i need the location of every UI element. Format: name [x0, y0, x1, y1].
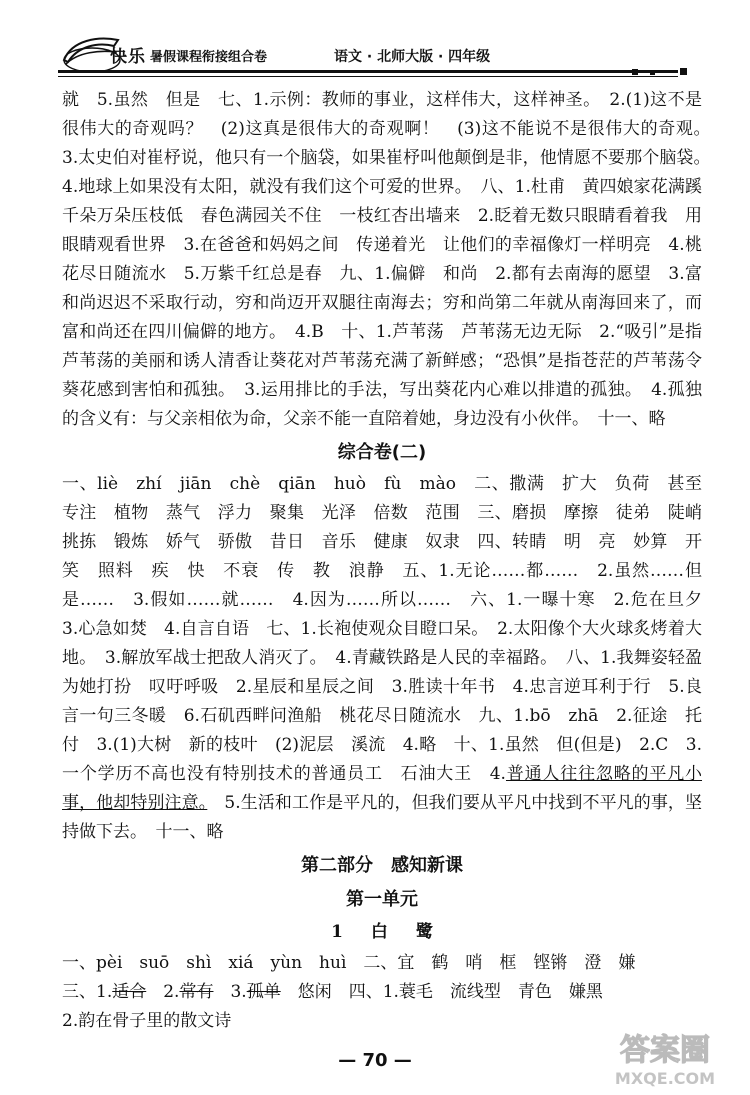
unit-heading: 第一单元	[346, 889, 418, 910]
struck-answer: 孤单	[246, 982, 281, 1002]
lesson-title-char: 白	[370, 922, 388, 942]
header-rule	[58, 70, 678, 73]
section-heading: 综合卷(二)	[337, 442, 427, 463]
header-rule-ornament	[610, 66, 690, 80]
brand-name: 快乐	[110, 47, 146, 67]
answer-text: 悠闲 四、1.蓑毛 流线型 青色 嫌黑	[280, 982, 603, 1002]
series-title: 暑假课程衔接组合卷	[150, 50, 268, 65]
struck-answer: 常有	[179, 982, 214, 1002]
watermark-logo	[590, 1022, 740, 1092]
answer-text: 2.	[146, 982, 180, 1002]
watermark-url: MXQE.COM	[614, 1069, 716, 1088]
answer-text: 5.生活和工作是平凡的，但我们要从平凡中找到不平凡的事，坚持做下去。 十一、略	[62, 793, 703, 842]
header-rule-thin	[58, 76, 678, 77]
part-heading: 第二部分 感知新课	[301, 855, 463, 876]
answer-content	[62, 86, 719, 1036]
lesson-number: 1	[331, 922, 343, 942]
answer-paragraph: 2.韵在骨子里的散文诗	[62, 1011, 232, 1031]
answer-paragraph	[62, 470, 719, 847]
answer-paragraph	[62, 978, 702, 1007]
page-header	[0, 0, 750, 92]
lesson-title	[62, 917, 702, 947]
page-number: — 70 —	[338, 1050, 412, 1071]
answer-text: 一、liè zhí jiān chè qiān huò fù mào 二、撒满 扩大 负荷 甚至 专注 植物 蒸气 浮力 聚集 光泽 倍数 范围 三、磨损 摩擦 徒弟 陡峭 挑拣 锻炼 娇气 骄傲 昔日 音乐 健康 奴隶 四、转睛 明 亮 妙算 开 笑 照料 疾 快 不衰 传 教 浪静 五、1.无论……都…… 2.虽然……但是…… 3.假如……就…… 4.因为……所以…… 六、1.一曝十寒 2.危在旦夕 3.心急如焚 4.自言自语 七、1.长袍使观众目瞪口呆。 2.太阳像个大火球炙烤着大地。 3.解放军战士把敌人消灭了。 4.青藏铁路是人民的幸福路。 八、1.我舞姿轻盈 为她打扮 叹吁呼吸 2.星辰和星辰之间 3.胜读十年书 4.忠言逆耳利于行 5.良言一句三冬暖 6.石矶西畔问渔船 桃花尽日随流水 九、1.bō zhā 2.征途 托付 3.(1)大树 新的枝叶 (2)泥层 溪流 4.略 十、1.虽然 但(但是) 2.C 3.一个学历不高也没有特别技术的普通员工 石油大王 4.	[62, 474, 719, 784]
lesson-title-char: 鹭	[415, 922, 433, 942]
subject-label: 语文 · 北师大版 · 四年级	[334, 49, 491, 65]
underlined-answer: 普通人往往忽略的平凡小事，他却特别注意。	[62, 764, 703, 813]
watermark-text: 答案圈	[620, 1033, 710, 1068]
answer-paragraph: 一、pèi suō shì xiá yùn huì 二、宜 鹤 哨 框 铿锵 澄 嫌	[62, 953, 636, 973]
struck-answer: 适合	[112, 982, 147, 1002]
answer-paragraph: 就 5.虽然 但是 七、1.示例：教师的事业，这样伟大，这样神圣。 2.(1)这不是很伟大的奇观吗？ (2)这真是很伟大的奇观啊！ (3)这不能说不是很伟大的奇观。 3.太史伯对崔杼说，他只有一个脑袋，如果崔杼叫他颠倒是非，他情愿不要那个脑袋。 4.地球上如果没有太阳，就没有我们这个可爱的世界。 八、1.杜甫 黄四娘家花满蹊 千朵万朵压枝低 春色满园关不住 一枝红杏出墙来 2.眨着无数只眼睛看着我 用眼睛观看世界 3.在爸爸和妈妈之间 传递着光 让他们的幸福像灯一样明亮 4.桃花尽日随流水 5.万紫千红总是春 九、1.偏僻 和尚 2.都有去南海的愿望 3.富和尚迟迟不采取行动，穷和尚迈开双腿往南海去；穷和尚第二年就从南海回来了，而富和尚还在四川偏僻的地方。 4.B 十、1.芦苇荡 芦苇荡无边无际 2.“吸引”是指芦苇荡的美丽和诱人清香让葵花对芦苇荡充满了新鲜感；“恐惧”是指苍茫的芦苇荡令葵花感到害怕和孤独。 3.运用排比的手法，写出葵花内心难以排遣的孤独。 4.孤独的含义有：与父亲相依为命，父亲不能一直陪着她，身边没有小伙伴。 十一、略	[62, 90, 719, 429]
answer-text: 三、1.	[62, 982, 113, 1002]
answer-text: 3.	[213, 982, 247, 1002]
